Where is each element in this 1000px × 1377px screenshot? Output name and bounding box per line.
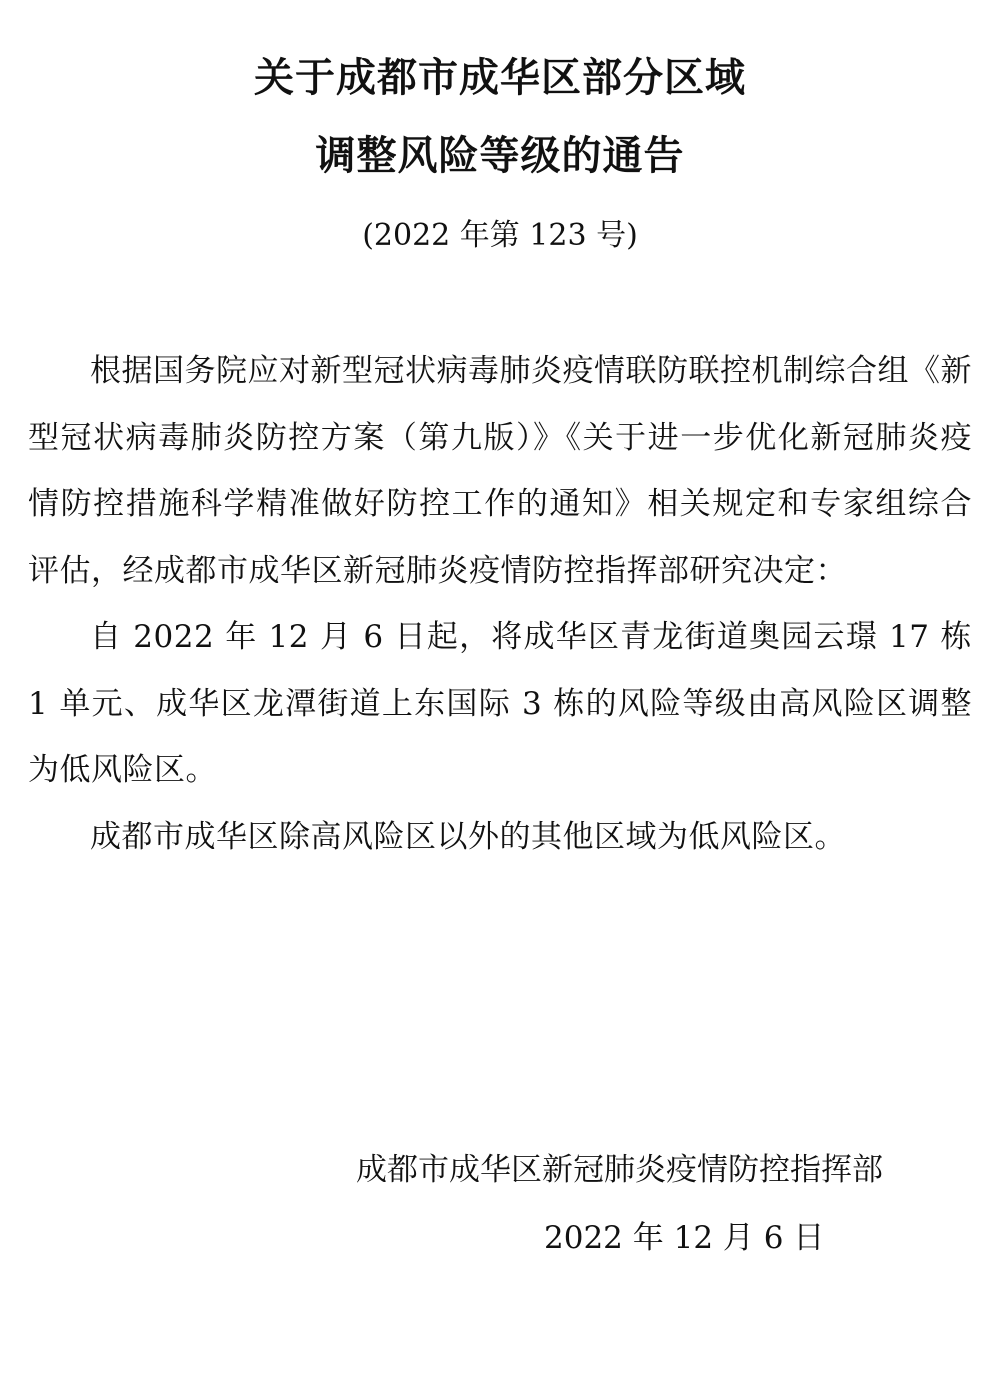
document-title-line-2: 调整风险等级的通告 [315,133,685,179]
document-number: (2022 年第 123 号) [362,218,638,253]
document-body [28,338,972,870]
document-title-line-1: 关于成都市成华区部分区域 [254,55,746,101]
signature-organization: 成都市成华区新冠肺炎疫情防控指挥部 [356,1152,883,1188]
body-paragraph-basis: 根据国务院应对新型冠状病毒肺炎疫情联防联控机制综合组《新型冠状病毒肺炎防控方案（第九版）》《关于进一步优化新冠肺炎疫情防控措施科学精准做好防控工作的通知》相关规定和专家组综合评估，经成都市成华区新冠肺炎疫情防控指挥部研究决定： [28,353,972,589]
body-paragraph-other-areas: 成都市成华区除高风险区以外的其他区域为低风险区。 [90,818,846,855]
signature-date: 2022 年 12 月 6 日 [544,1220,825,1256]
body-paragraph-adjustment: 自 2022 年 12 月 6 日起，将成华区青龙街道奥园云璟 17 栋 1 单元、成华区龙潭街道上东国际 3 栋的风险等级由高风险区调整为低风险区。 [28,619,972,788]
